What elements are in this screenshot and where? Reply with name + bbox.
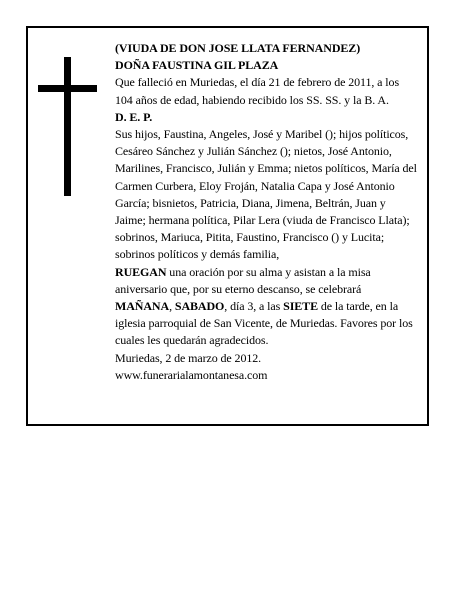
ruegan-word: RUEGAN	[115, 264, 167, 279]
death-paragraph: Que falleció en Muriedas, el día 21 de febrero de 2011, a los 104 años de edad, habiendo recibido los SS. SS. y la B. A.	[115, 75, 400, 107]
widow-line: (VIUDA DE DON JOSE LLATA FERNANDEZ)	[115, 41, 361, 55]
date-line: Muriedas, 2 de marzo de 2012.	[115, 350, 262, 365]
cross-bar	[38, 85, 97, 92]
obituary-text	[115, 40, 418, 384]
dep-line: D. E. P.	[115, 109, 153, 124]
manana-word: MAÑANA	[115, 299, 170, 314]
website-link[interactable]: www.funerarialamontanesa.com	[115, 367, 268, 382]
sabado-word: SABADO	[174, 299, 225, 314]
family-paragraph: Sus hijos, Faustina, Angeles, José y Maribel (); hijos políticos, Cesáreo Sánchez y Julián Sánchez (); nietos, José Antonio, Marilines, Francisco, Julián y Emma; nietos políticos, María del Carmen Curbera, Eloy Froján, Natalia Capa y José Antonio García; bisnietos, Patricia, Diana, Jimena, Beltrán, Juan y Jaime; hermana política, Pilar Lera (viuda de Francisco Llata); sobrinos, Mariuca, Pitita, Faustino, Francisco () y Lucita; sobrinos políticos y demás familia,	[115, 127, 417, 262]
siete-word: SIETE	[283, 299, 318, 314]
mass-paragraph: RUEGAN una oración por su alma y asistan a la misa aniversario que, por su eterno descanso, se celebrará MAÑANA, SABADO, día 3, a las SIETE de la tarde, en la iglesia parroquial de San Vicente, de Muriedas. Favores por los cuales les quedarán agradecidos.	[115, 264, 413, 348]
cross-icon	[64, 57, 71, 196]
deceased-name: DOÑA FAUSTINA GIL PLAZA	[115, 58, 279, 73]
